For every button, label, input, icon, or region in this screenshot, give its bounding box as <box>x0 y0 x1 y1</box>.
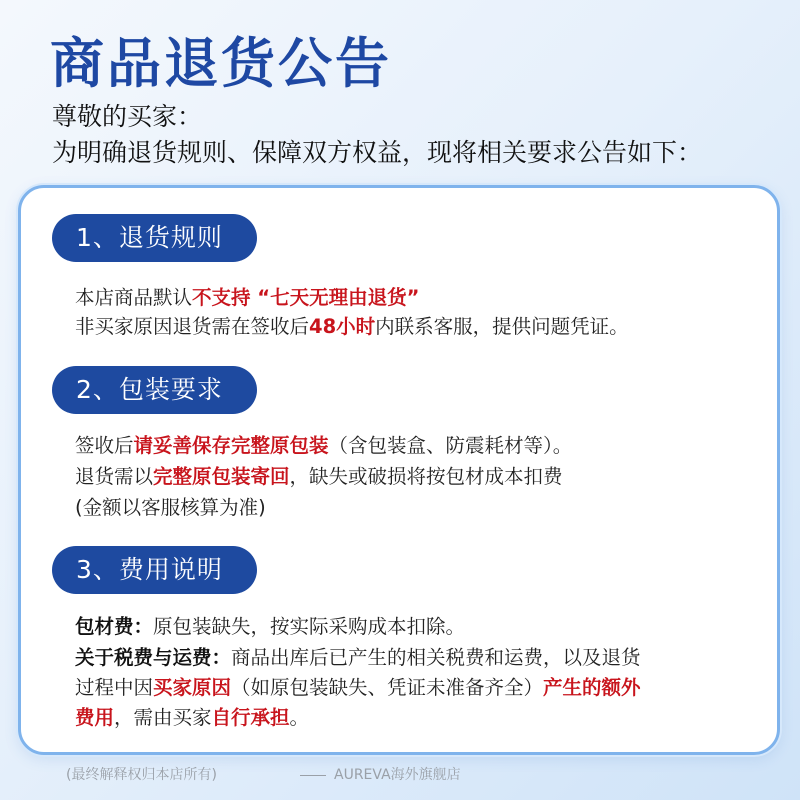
fees-line-4 <box>75 703 309 733</box>
body-text: 退货需以 <box>75 465 154 488</box>
body-text: 签收后 <box>75 434 134 457</box>
section-heading-packaging: 2、包装要求 <box>52 366 257 414</box>
packaging-line-1 <box>75 431 572 461</box>
highlight-text: 费用 <box>75 706 115 729</box>
bold-label: 关于税费与运费： <box>75 646 232 669</box>
highlight-text: 请妥善保存完整原包装 <box>133 434 329 457</box>
body-text: 。 <box>289 706 310 729</box>
return-rules-line-1 <box>75 283 419 313</box>
body-text: 内联系客服，提供问题凭证。 <box>375 315 629 338</box>
footer-brand-label: AUREVA海外旗舰店 <box>334 767 461 783</box>
packaging-line-3 <box>75 493 266 523</box>
highlight-text: 不支持 “七天无理由退货” <box>192 286 420 309</box>
highlight-text: 48小时 <box>309 315 376 338</box>
highlight-text: 自行承担 <box>211 706 290 729</box>
page-title: 商品退货公告 <box>50 32 392 95</box>
greeting-salutation: 尊敬的买家： <box>52 102 203 131</box>
fees-line-2 <box>75 643 641 673</box>
highlight-text: 产生的额外 <box>543 676 641 699</box>
body-text: (金额以客服核算为准) <box>75 496 266 519</box>
footer-dash <box>300 775 326 776</box>
bold-label: 包材费： <box>75 615 154 638</box>
body-text: 商品出库后已产生的相关税费和运费，以及退货 <box>231 646 641 669</box>
body-text: （含包装盒、防震耗材等）。 <box>328 434 573 457</box>
body-text: ，需由买家 <box>114 706 212 729</box>
fees-line-3 <box>75 673 641 703</box>
body-text: ，缺失或破损将按包材成本扣费 <box>289 465 563 488</box>
footer-brand <box>300 764 461 784</box>
body-text: 本店商品默认 <box>75 286 193 309</box>
greeting-intro: 为明确退货规则、保障双方权益，现将相关要求公告如下： <box>52 138 703 167</box>
footer-note: (最终解释权归本店所有) <box>66 767 217 783</box>
body-text: 过程中因 <box>75 676 154 699</box>
packaging-line-2 <box>75 462 563 492</box>
fees-line-1 <box>75 612 465 642</box>
highlight-text: 完整原包装寄回 <box>153 465 290 488</box>
body-text: （如原包装缺失、凭证未准备齐全） <box>231 676 544 699</box>
section-heading-return-rules: 1、退货规则 <box>52 214 257 262</box>
body-text: 非买家原因退货需在签收后 <box>75 315 310 338</box>
return-rules-line-2 <box>75 312 629 342</box>
highlight-text: 买家原因 <box>153 676 232 699</box>
section-heading-fees: 3、费用说明 <box>52 546 257 594</box>
body-text: 原包装缺失，按实际采购成本扣除。 <box>153 615 466 638</box>
